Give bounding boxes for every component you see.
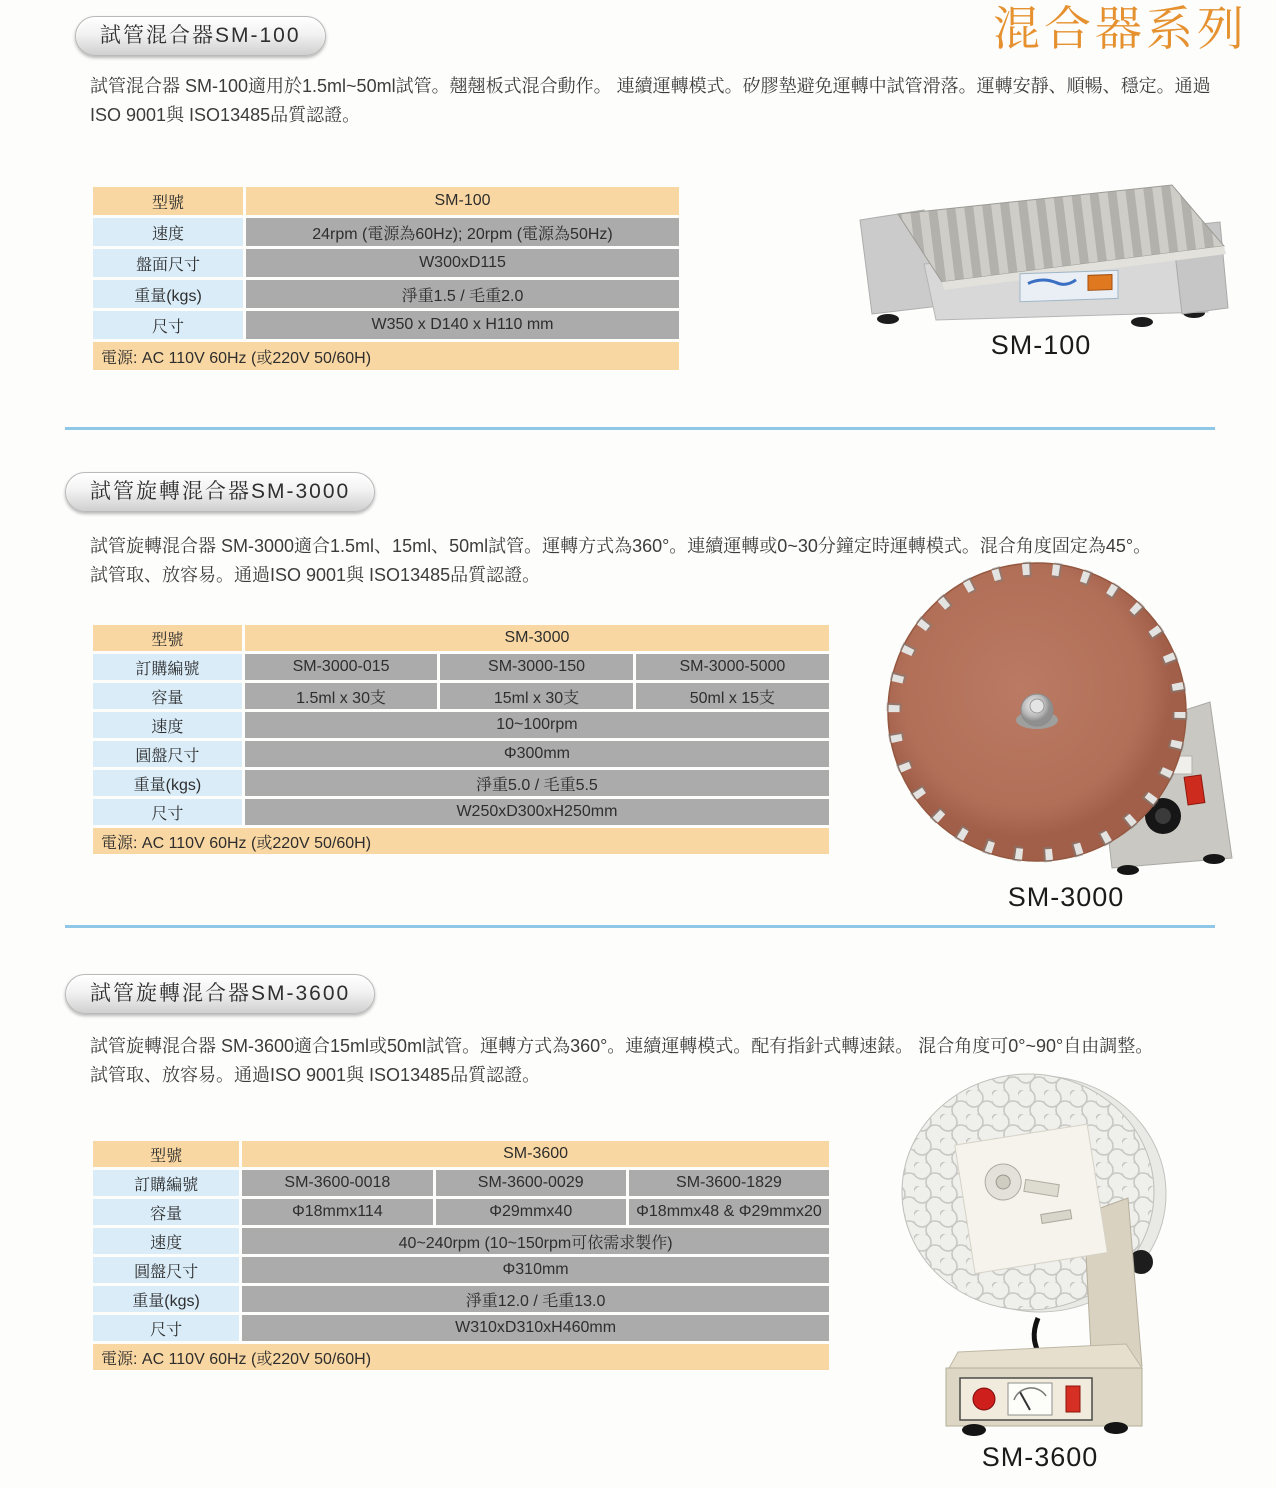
spec-value: SM-3600-1829 bbox=[629, 1170, 829, 1196]
spec-label: 容量 bbox=[93, 683, 242, 709]
section-header-sm3600: 試管旋轉混合器SM-3600 bbox=[65, 974, 375, 1014]
table-row bbox=[93, 741, 829, 767]
table-row bbox=[93, 625, 829, 651]
section-divider bbox=[65, 925, 1215, 928]
table-row bbox=[93, 187, 679, 215]
spec-value: 15ml x 30支 bbox=[440, 683, 632, 709]
spec-label: 尺寸 bbox=[93, 1315, 239, 1341]
spec-value: SM-3000 bbox=[245, 625, 829, 651]
table-row bbox=[93, 654, 829, 680]
spec-value: SM-3000-150 bbox=[440, 654, 632, 680]
spec-label: 型號 bbox=[93, 625, 242, 651]
table-row bbox=[93, 712, 829, 738]
power-note: 電源: AC 110V 60Hz (或220V 50/60H) bbox=[93, 828, 829, 854]
table-row bbox=[93, 1257, 829, 1283]
spec-value: 1.5ml x 30支 bbox=[245, 683, 437, 709]
sm3600-product-photo bbox=[888, 1066, 1192, 1476]
product-caption: SM-3000 bbox=[1007, 882, 1125, 912]
spec-value: W350 x D140 x H110 mm bbox=[246, 311, 679, 339]
spec-label: 盤面尺寸 bbox=[93, 249, 243, 277]
table-row-power bbox=[93, 1344, 829, 1370]
table-row bbox=[93, 311, 679, 339]
sm3600-description-line2: 試管取、放容易。通過ISO 9001與 ISO13485品質認證。 bbox=[90, 1065, 541, 1085]
spec-label: 速度 bbox=[93, 712, 242, 738]
sm3600-rotator-illustration bbox=[888, 1066, 1192, 1440]
spec-value: Φ310mm bbox=[242, 1257, 829, 1283]
spec-label: 訂購編號 bbox=[93, 1170, 239, 1196]
spec-value: 淨重12.0 / 毛重13.0 bbox=[242, 1286, 829, 1312]
table-row bbox=[93, 770, 829, 796]
spec-value: 淨重1.5 / 毛重2.0 bbox=[246, 280, 679, 308]
spec-value: SM-3000-5000 bbox=[636, 654, 829, 680]
sm3600-spec-table bbox=[90, 1138, 832, 1373]
section-divider bbox=[65, 427, 1215, 430]
spec-label: 重量(kgs) bbox=[93, 770, 242, 796]
sm100-description-line1: 試管混合器 SM-100適用於1.5ml~50ml試管。翹翹板式混合動作。 連續運轉模式。矽膠墊避免運轉中試管滑落。運轉安靜、順暢、穩定。通過 bbox=[90, 76, 1211, 96]
spec-label: 速度 bbox=[93, 218, 243, 246]
sm100-mixer-illustration bbox=[842, 172, 1240, 337]
table-row-power bbox=[93, 342, 679, 370]
spec-label: 尺寸 bbox=[93, 799, 242, 825]
sm100-description-line2: ISO 9001與 ISO13485品質認證。 bbox=[90, 105, 361, 125]
table-row bbox=[93, 1286, 829, 1312]
sm100-product-photo bbox=[842, 172, 1240, 360]
sm3000-description-line1: 試管旋轉混合器 SM-3000適合1.5ml、15ml、50ml試管。運轉方式為360°。連續運轉或0~30分鐘定時運轉模式。混合角度固定為45°。 bbox=[90, 536, 1152, 556]
spec-label: 型號 bbox=[93, 187, 243, 215]
product-caption: SM-3600 bbox=[981, 1442, 1099, 1472]
sm3600-description-line1: 試管旋轉混合器 SM-3600適合15ml或50ml試管。運轉方式為360°。連續運轉模式。配有指針式轉速錶。 混合角度可0°~90°自由調整。 bbox=[90, 1036, 1154, 1056]
table-row bbox=[93, 799, 829, 825]
sm3000-description-line2: 試管取、放容易。通過ISO 9001與 ISO13485品質認證。 bbox=[90, 565, 541, 585]
spec-value: 10~100rpm bbox=[245, 712, 829, 738]
spec-value: W300xD115 bbox=[246, 249, 679, 277]
spec-value: W310xD310xH460mm bbox=[242, 1315, 829, 1341]
table-row bbox=[93, 683, 829, 709]
table-row bbox=[93, 1141, 829, 1167]
spec-value: 40~240rpm (10~150rpm可依需求製作) bbox=[242, 1228, 829, 1254]
spec-label: 型號 bbox=[93, 1141, 239, 1167]
table-row bbox=[93, 1315, 829, 1341]
power-note: 電源: AC 110V 60Hz (或220V 50/60H) bbox=[93, 342, 679, 370]
spec-value: Φ18mmx114 bbox=[242, 1199, 432, 1225]
spec-value: 淨重5.0 / 毛重5.5 bbox=[245, 770, 829, 796]
spec-label: 圓盤尺寸 bbox=[93, 1257, 239, 1283]
spec-label: 重量(kgs) bbox=[93, 1286, 239, 1312]
spec-value: W250xD300xH250mm bbox=[245, 799, 829, 825]
product-caption: SM-100 bbox=[990, 330, 1092, 360]
spec-value: Φ18mmx48 & Φ29mmx20 bbox=[629, 1199, 829, 1225]
sm3000-product-photo bbox=[862, 560, 1270, 915]
section-header-sm3000: 試管旋轉混合器SM-3000 bbox=[65, 472, 375, 512]
spec-value: SM-3600 bbox=[242, 1141, 829, 1167]
spec-value: 24rpm (電源為60Hz); 20rpm (電源為50Hz) bbox=[246, 218, 679, 246]
spec-value: SM-3000-015 bbox=[245, 654, 437, 680]
spec-value: 50ml x 15支 bbox=[636, 683, 829, 709]
sm3000-spec-table bbox=[90, 622, 832, 857]
table-row bbox=[93, 1228, 829, 1254]
series-title: 混合器系列 bbox=[993, 4, 1248, 56]
spec-label: 圓盤尺寸 bbox=[93, 741, 242, 767]
spec-label: 重量(kgs) bbox=[93, 280, 243, 308]
spec-label: 容量 bbox=[93, 1199, 239, 1225]
spec-label: 速度 bbox=[93, 1228, 239, 1254]
table-row bbox=[93, 1170, 829, 1196]
spec-value: Φ300mm bbox=[245, 741, 829, 767]
spec-value: SM-3600-0029 bbox=[436, 1170, 626, 1196]
table-row bbox=[93, 280, 679, 308]
sm100-spec-table bbox=[90, 184, 682, 373]
table-row-power bbox=[93, 828, 829, 854]
spec-value: SM-100 bbox=[246, 187, 679, 215]
table-row bbox=[93, 249, 679, 277]
spec-value: SM-3600-0018 bbox=[242, 1170, 432, 1196]
spec-label: 尺寸 bbox=[93, 311, 243, 339]
power-note: 電源: AC 110V 60Hz (或220V 50/60H) bbox=[93, 1344, 829, 1370]
table-row bbox=[93, 218, 679, 246]
section-header-sm100: 試管混合器SM-100 bbox=[75, 16, 326, 56]
sm3000-rotator-illustration bbox=[862, 560, 1270, 880]
spec-label: 訂購編號 bbox=[93, 654, 242, 680]
spec-value: Φ29mmx40 bbox=[436, 1199, 626, 1225]
sm100-description bbox=[90, 72, 1211, 130]
table-row bbox=[93, 1199, 829, 1225]
